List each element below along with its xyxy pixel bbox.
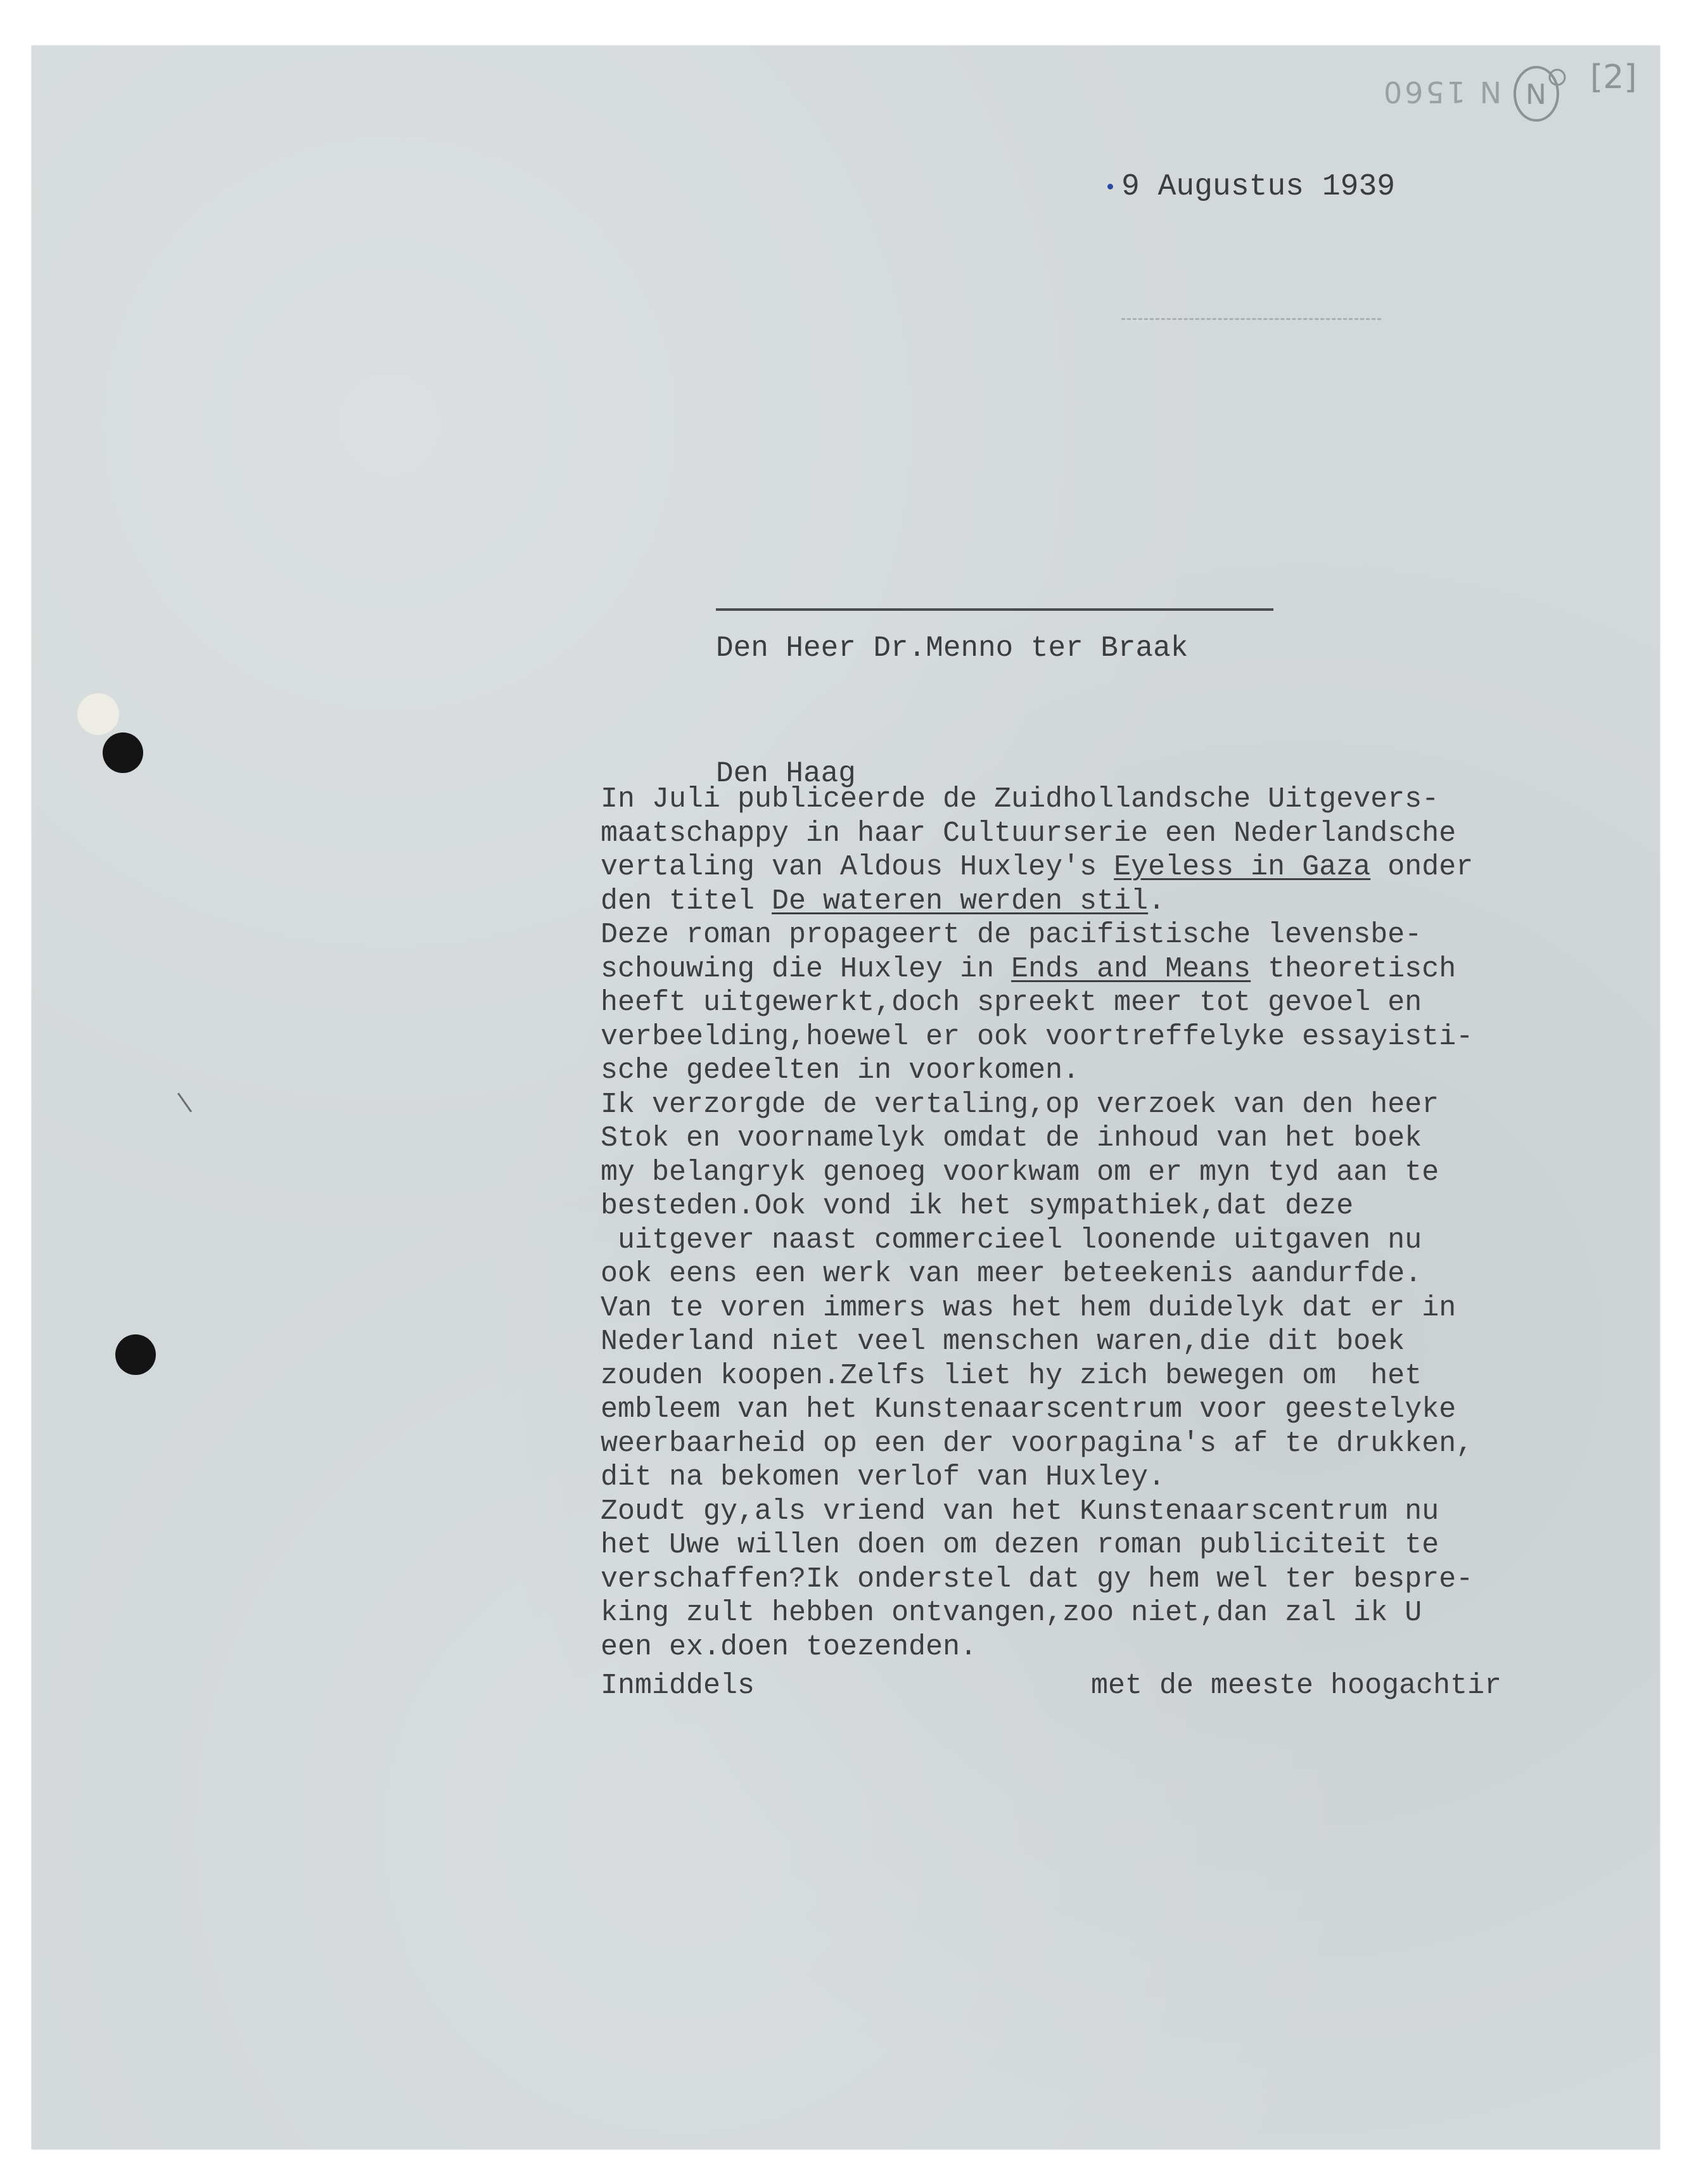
body-line-text: een ex.doen toezenden. <box>601 1630 978 1663</box>
body-line-text: uitgever naast commercieel loonende uitgaven nu <box>601 1224 1422 1256</box>
body-line-text: het Uwe willen doen om dezen roman publiciteit te <box>601 1529 1439 1561</box>
body-line-text: Ik verzorgde de vertaling,op verzoek van den heer <box>601 1088 1439 1121</box>
body-line <box>601 1088 1652 1122</box>
body-line <box>601 1630 1652 1665</box>
body-line <box>601 817 1652 851</box>
body-line <box>601 850 1652 885</box>
body-line <box>601 1563 1652 1597</box>
body-line-text: my belangryk genoeg voorkwam om er myn tyd aan te <box>601 1156 1439 1189</box>
closing-left: Inmiddels <box>601 1670 755 1702</box>
addressee-city: Den Haag <box>716 757 856 790</box>
body-line-text: dit na bekomen verlof van Huxley. <box>601 1461 1166 1493</box>
svg-text:N: N <box>1526 79 1546 111</box>
body-line-text: sche gedeelten in voorkomen. <box>601 1054 1080 1087</box>
archive-bracket-label: [2] <box>1590 58 1637 96</box>
body-line <box>601 986 1652 1020</box>
body-line-text: In Juli publiceerde de Zuidhollandsche Uitgevers- <box>601 783 1439 815</box>
faint-dashes <box>1121 318 1381 320</box>
body-line <box>601 1122 1652 1156</box>
addressee-underline <box>716 608 1273 611</box>
body-line-text: embleem van het Kunstenaarscentrum voor geestelyke <box>601 1393 1456 1426</box>
body-line-text: . <box>1148 885 1166 917</box>
body-line <box>601 1495 1652 1529</box>
body-line <box>601 1359 1652 1393</box>
body-line <box>601 885 1652 919</box>
body-line-text: ook eens een werk van meer beteekenis aandurfde. <box>601 1258 1422 1290</box>
body-line-text: king zult hebben ontvangen,zoo niet,dan zal ik U <box>601 1597 1422 1629</box>
body-line <box>601 1291 1652 1326</box>
body-line-text: Zoudt gy,als vriend van het Kunstenaarscentrum nu <box>601 1495 1439 1528</box>
body-line <box>601 1461 1652 1495</box>
letter-date: 9 Augustus 1939 <box>1121 170 1396 204</box>
body-line-text: Deze roman propageert de pacifistische levensbe- <box>601 919 1422 951</box>
body-line-text: zouden koopen.Zelfs liet hy zich bewegen om het <box>601 1359 1422 1392</box>
punch-hole-top <box>103 732 143 773</box>
body-line <box>601 783 1652 817</box>
body-line-text: verschaffen?Ik onderstel dat gy hem wel ter bespre- <box>601 1563 1474 1595</box>
body-line-text: Van te voren immers was het hem duidelyk dat er in <box>601 1291 1456 1324</box>
archive-number: N 1560 <box>1381 75 1502 109</box>
archive-stamp-icon <box>1508 61 1571 124</box>
underlined-title: Ends and Means <box>1011 952 1251 985</box>
body-line-text: weerbaarheid op een der voorpagina's af te drukken, <box>601 1427 1474 1460</box>
punch-hole-shadow <box>77 693 119 735</box>
closing-right: met de meeste hoogachtir <box>1091 1670 1502 1702</box>
body-line-text: theoretisch <box>1251 952 1456 985</box>
body-line <box>601 1224 1652 1258</box>
punch-hole-bottom <box>115 1334 156 1375</box>
body-line-text: Nederland niet veel menschen waren,die dit boek <box>601 1326 1405 1358</box>
body-line <box>601 918 1652 952</box>
body-line <box>601 1325 1652 1359</box>
body-line-text: heeft uitgewerkt,doch spreekt meer tot gevoel en <box>601 987 1422 1019</box>
body-line-text: vertaling van Aldous Huxley's <box>601 851 1114 883</box>
body-line <box>601 1257 1652 1291</box>
underlined-title: De wateren werden stil <box>772 885 1149 917</box>
body-line <box>601 1596 1652 1630</box>
body-line <box>601 1020 1652 1054</box>
body-line <box>601 1054 1652 1088</box>
body-line <box>601 1528 1652 1563</box>
body-line <box>601 952 1652 987</box>
body-line-text: Stok en voornamelyk omdat de inhoud van het boek <box>601 1122 1422 1154</box>
letter-body <box>601 783 1652 1664</box>
body-line-text: schouwing die Huxley in <box>601 952 1012 985</box>
body-line-text: besteden.Ook vond ik het sympathiek,dat deze <box>601 1190 1354 1222</box>
body-line <box>601 1427 1652 1461</box>
body-line-text: maatschappy in haar Cultuurserie een Nederlandsche <box>601 817 1456 850</box>
ink-dot <box>1107 184 1113 189</box>
body-line <box>601 1156 1652 1190</box>
underlined-title: Eyeless in Gaza <box>1114 851 1371 883</box>
body-line-text: den titel <box>601 885 772 917</box>
addressee-name: Den Heer Dr.Menno ter Braak <box>716 632 1189 665</box>
body-line-text: onder <box>1370 851 1474 883</box>
body-line-text: verbeelding,hoewel er ook voortreffelyke essayisti- <box>601 1020 1474 1053</box>
body-line <box>601 1393 1652 1427</box>
body-line <box>601 1189 1652 1224</box>
